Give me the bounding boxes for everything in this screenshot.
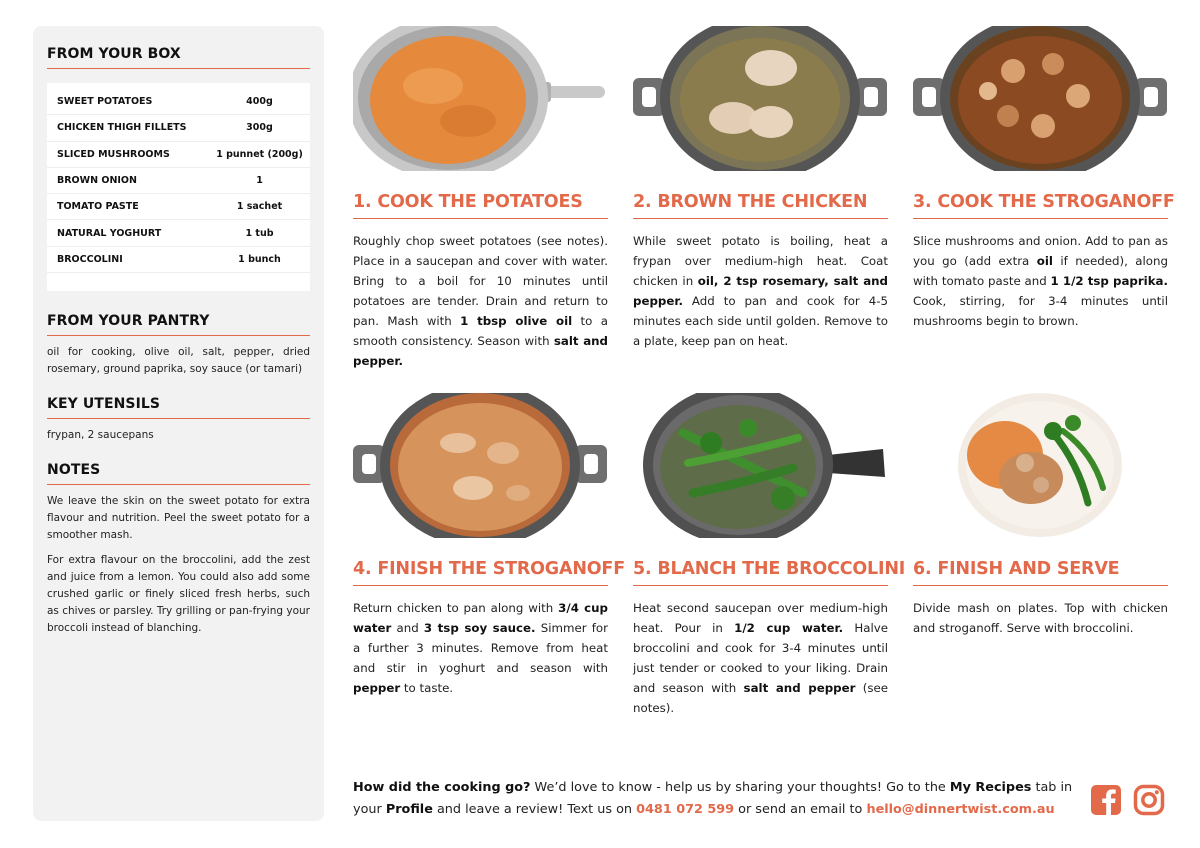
step-1-text: Roughly chop sweet potatoes (see notes). Place in a saucepan and cover with water. Bring to a boil for 10 minutes until potatoes are tender. Drain and return to pan. Mash with 1 tbsp olive oil to a smooth consistency. Season with salt and pepper.	[353, 234, 609, 368]
ingredient-qty: 300g	[246, 122, 273, 134]
ingredient-qty: 1 sachet	[236, 201, 283, 213]
from-your-box-heading: FROM YOUR BOX	[47, 46, 310, 69]
step-2	[633, 26, 888, 351]
ingredient-name: BROCCOLINI	[57, 253, 123, 265]
note-item: For extra flavour on the broccolini, add the zest and juice from a lemon. You could also add some crushed garlic or finely sliced fresh herbs, such as chives or parsley. Try grilling or pan-frying your broccoli instead of blanching.	[47, 554, 310, 634]
notes-list	[47, 493, 310, 637]
ingredient-name: NATURAL YOGHURT	[57, 227, 162, 239]
phone-link[interactable]: 0481 072 599	[636, 802, 735, 817]
step-3-text: Slice mushrooms and onion. Add to pan as you go (add extra oil if needed), along with tomato paste and 1 1/2 tsp paprika. Cook, stirring, for 3-4 minutes until mushrooms begin to brown.	[913, 234, 1169, 328]
box-ingredients-table	[47, 83, 310, 291]
step-6-title: 6. FINISH AND SERVE	[913, 559, 1168, 586]
email-link[interactable]: hello@dinnertwist.com.au	[866, 802, 1055, 817]
step-2-text: While sweet potato is boiling, heat a frypan over medium-high heat. Coat chicken in oil, 2 tsp rosemary, salt and pepper. Add to pan and cook for 4-5 minutes each side until golden. Remove to a plate, keep pan on heat.	[633, 234, 888, 348]
step-1-title: 1. COOK THE POTATOES	[353, 192, 608, 219]
step-6-text: Divide mash on plates. Top with chicken and stroganoff. Serve with broccolini.	[913, 601, 1168, 635]
step-2-title: 2. BROWN THE CHICKEN	[633, 192, 888, 219]
ingredient-name: CHICKEN THIGH FILLETS	[57, 122, 187, 134]
step-1	[353, 26, 608, 371]
ingredient-qty: 1 tub	[245, 227, 274, 239]
ingredient-name: SWEET POTATOES	[57, 96, 153, 108]
note-item: We leave the skin on the sweet potato for extra flavour and nutrition. Peel the sweet potato for a smoother mash.	[47, 495, 310, 541]
table-row	[47, 142, 310, 168]
step-2-photo	[633, 26, 888, 171]
ingredient-name: SLICED MUSHROOMS	[57, 148, 170, 160]
step-6	[913, 393, 1168, 638]
step-6-photo	[913, 393, 1168, 538]
utensils-text: frypan, 2 saucepans	[47, 429, 154, 441]
step-4	[353, 393, 625, 698]
facebook-icon[interactable]	[1090, 784, 1122, 820]
step-4-title: 4. FINISH THE STROGANOFF	[353, 559, 608, 586]
profile-link[interactable]: Profile	[385, 802, 433, 817]
step-3	[913, 26, 1175, 331]
ingredient-qty: 400g	[246, 96, 273, 108]
notes-heading: NOTES	[47, 462, 310, 485]
ingredient-qty: 1 bunch	[238, 253, 281, 265]
step-5-title: 5. BLANCH THE BROCCOLINI	[633, 559, 888, 586]
step-5-text: Heat second saucepan over medium-high heat. Pour in 1/2 cup water. Halve broccolini and cook for 3-4 minutes until just tender or cooked to your liking. Drain and season with salt and pepper (see notes).	[633, 601, 888, 715]
step-3-title: 3. COOK THE STROGANOFF	[913, 192, 1168, 219]
table-row	[47, 194, 310, 220]
table-row	[47, 168, 310, 194]
ingredient-qty: 1	[256, 175, 263, 187]
ingredient-qty: 1 punnet (200g)	[216, 148, 303, 160]
instagram-icon[interactable]	[1133, 784, 1165, 820]
sidebar	[33, 26, 324, 821]
table-row	[47, 115, 310, 141]
key-utensils-heading: KEY UTENSILS	[47, 396, 310, 419]
step-4-photo	[353, 393, 608, 538]
ingredient-name: BROWN ONION	[57, 175, 137, 187]
my-recipes-link[interactable]: My Recipes	[949, 780, 1032, 795]
ingredient-name: TOMATO PASTE	[57, 201, 139, 213]
footer-feedback: How did the cooking go? We’d love to know - help us by sharing your thoughts! Go to the My Recipes tab in your Profile and leave a review! Text us on 0481 072 599 or send an email to hello@dinnertwist.com.au	[353, 780, 1073, 817]
pantry-text: oil for cooking, olive oil, salt, pepper, dried rosemary, ground paprika, soy sauce (or tamari)	[47, 346, 310, 375]
step-4-text: Return chicken to pan along with 3/4 cup water and 3 tsp soy sauce. Simmer for a further 3 minutes. Remove from heat and stir in yoghurt and season with pepper to taste.	[353, 601, 609, 695]
step-3-photo	[913, 26, 1168, 171]
table-row	[47, 220, 310, 246]
step-5-photo	[633, 393, 888, 538]
step-1-photo	[353, 26, 608, 171]
from-your-pantry-heading: FROM YOUR PANTRY	[47, 313, 310, 336]
step-5	[633, 393, 906, 718]
table-row	[47, 89, 310, 115]
table-row	[47, 247, 310, 273]
